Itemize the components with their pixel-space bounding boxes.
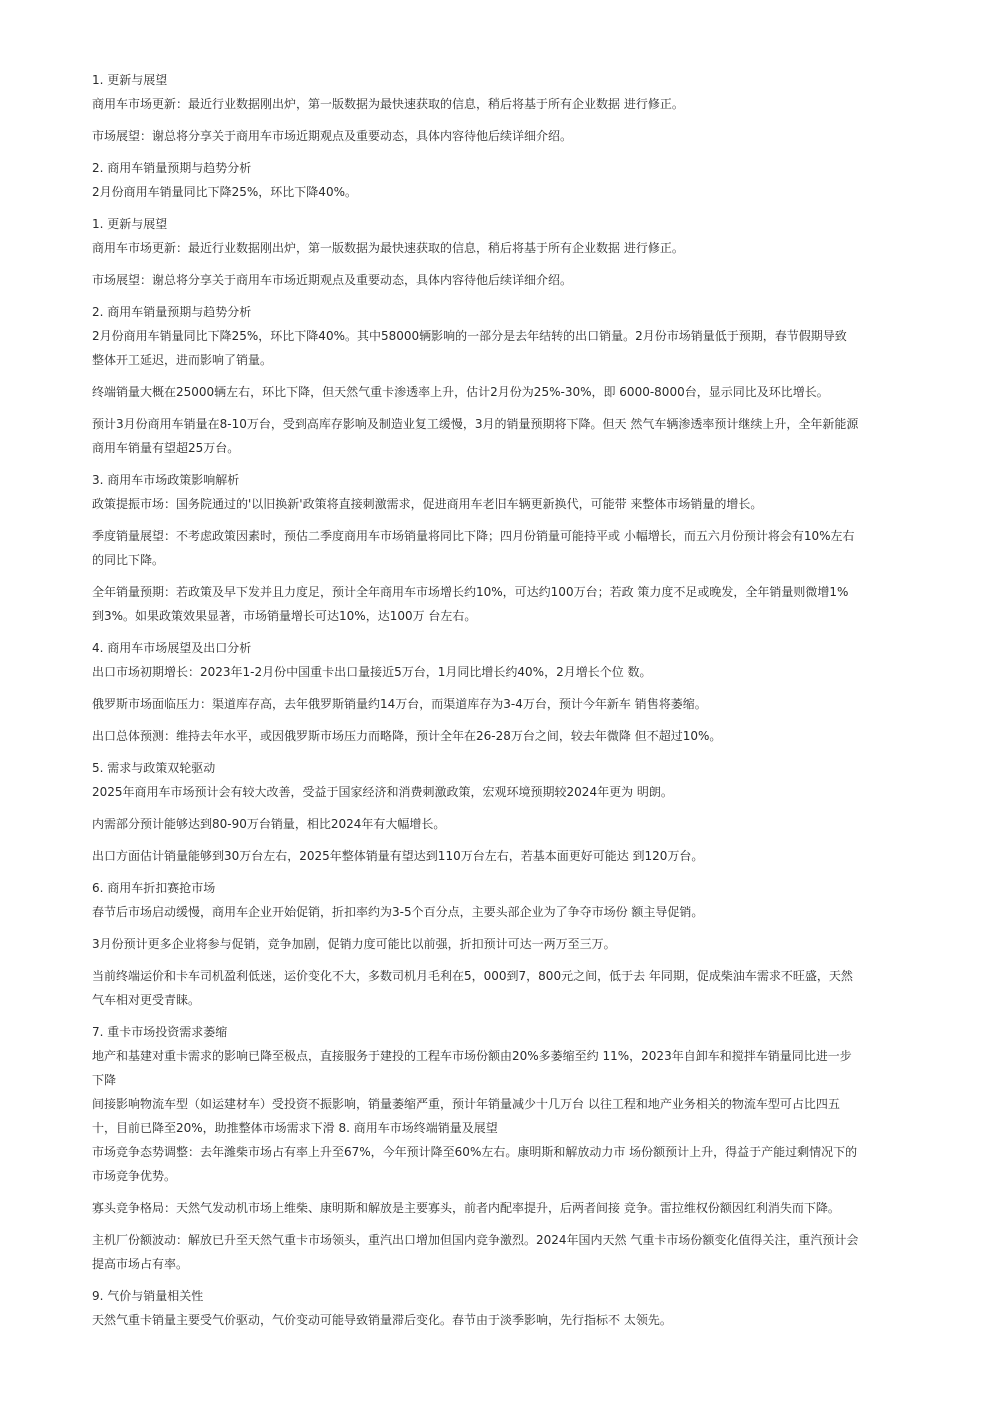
section-heading: 7. 重卡市场投资需求萎缩 bbox=[92, 1025, 228, 1039]
paragraph: 春节后市场启动缓慢，商用车企业开始促销，折扣率约为3-5个百分点，主要头部企业为了争夺市场份 额主导促销。 bbox=[92, 905, 704, 919]
paragraph: 出口市场初期增长：2023年1-2月份中国重卡出口量接近5万台，1月同比增长约40%，2月增长个位 数。 bbox=[92, 665, 652, 679]
paragraph: 寡头竞争格局：天然气发动机市场上维柴、康明斯和解放是主要寡头，前者内配率提升，后两者间接 竞争。雷拉维权份额因红利消失而下降。 bbox=[92, 1201, 840, 1215]
paragraph: 2月份商用车销量同比下降25%，环比下降40%。 bbox=[92, 185, 357, 199]
paragraph: 间接影响物流车型（如运建材车）受投资不振影响，销量萎缩严重，预计年销量减少十几万台 以往工程和地产业务相关的物流车型可占比四五 十，目前已降至20%，助推整体市场需求下滑 8. 商用车市场终端销量及展望 bbox=[92, 1097, 840, 1135]
paragraph: 当前终端运价和卡车司机盈利低迷，运价变化不大，多数司机月毛利在5，000到7，800元之间，低于去 年同期，促成柴油车需求不旺盛，天然 气车相对更受青睐。 bbox=[92, 969, 853, 1007]
paragraph: 出口方面估计销量能够到30万台左右，2025年整体销量有望达到110万台左右，若基本面更好可能达 到120万台。 bbox=[92, 849, 704, 863]
paragraph: 商用车市场更新：最近行业数据刚出炉，第一版数据为最快速获取的信息，稍后将基于所有企业数据 进行修正。 bbox=[92, 241, 684, 255]
section-heading: 2. 商用车销量预期与趋势分析 bbox=[92, 161, 252, 175]
section-heading: 4. 商用车市场展望及出口分析 bbox=[92, 641, 252, 655]
paragraph: 内需部分预计能够达到80-90万台销量，相比2024年有大幅增长。 bbox=[92, 817, 446, 831]
paragraph: 市场竞争态势调整：去年潍柴市场占有率上升至67%，今年预计降至60%左右。康明斯和解放动力市 场份额预计上升，得益于产能过剩情况下的 市场竞争优势。 bbox=[92, 1145, 858, 1183]
section-heading: 1. 更新与展望 bbox=[92, 73, 168, 87]
paragraph: 2025年商用车市场预计会有较大改善，受益于国家经济和消费刺激政策，宏观环境预期较2024年更为 明朗。 bbox=[92, 785, 673, 799]
paragraph: 2月份商用车销量同比下降25%，环比下降40%。其中58000辆影响的一部分是去年结转的出口销量。2月份市场销量低于预期，春节假期导致 整体开工延迟，进而影响了销量。 bbox=[92, 329, 847, 367]
paragraph: 商用车市场更新：最近行业数据刚出炉，第一版数据为最快速获取的信息，稍后将基于所有企业数据 进行修正。 bbox=[92, 97, 684, 111]
paragraph: 季度销量展望：不考虑政策因素时，预估二季度商用车市场销量将同比下降；四月份销量可能持平或 小幅增长，而五六月份预计将会有10%左右 的同比下降。 bbox=[92, 529, 855, 567]
paragraph: 市场展望：谢总将分享关于商用车市场近期观点及重要动态，具体内容待他后续详细介绍。 bbox=[92, 273, 573, 287]
paragraph: 政策提振市场：国务院通过的'以旧换新'政策将直接刺激需求，促进商用车老旧车辆更新换代，可能带 来整体市场销量的增长。 bbox=[92, 497, 763, 511]
section-heading: 2. 商用车销量预期与趋势分析 bbox=[92, 305, 252, 319]
section-heading: 5. 需求与政策双轮驱动 bbox=[92, 761, 216, 775]
paragraph: 天然气重卡销量主要受气价驱动，气价变动可能导致销量滞后变化。春节由于淡季影响，先行指标不 太领先。 bbox=[92, 1313, 672, 1327]
paragraph: 终端销量大概在25000辆左右，环比下降，但天然气重卡渗透率上升，估计2月份为25%-30%，即 6000-8000台，显示同比及环比增长。 bbox=[92, 385, 829, 399]
paragraph: 预计3月份商用车销量在8-10万台，受到高库存影响及制造业复工缓慢，3月的销量预期将下降。但天 然气车辆渗透率预计继续上升，全年新能源 商用车销量有望超25万台。 bbox=[92, 417, 859, 455]
paragraph: 3月份预计更多企业将参与促销，竞争加剧，促销力度可能比以前强，折扣预计可达一两万至三万。 bbox=[92, 937, 616, 951]
section-heading: 1. 更新与展望 bbox=[92, 217, 168, 231]
paragraph: 俄罗斯市场面临压力：渠道库存高，去年俄罗斯销量约14万台，而渠道库存为3-4万台，预计今年新车 销售将萎缩。 bbox=[92, 697, 707, 711]
paragraph: 地产和基建对重卡需求的影响已降至极点，直接服务于建投的工程车市场份额由20%多萎缩至约 11%，2023年自卸车和搅拌车销量同比进一步 下降 bbox=[92, 1049, 852, 1087]
section-heading: 3. 商用车市场政策影响解析 bbox=[92, 473, 240, 487]
section-heading: 6. 商用车折扣赛抢市场 bbox=[92, 881, 216, 895]
section-heading: 9. 气价与销量相关性 bbox=[92, 1289, 204, 1303]
paragraph: 市场展望：谢总将分享关于商用车市场近期观点及重要动态，具体内容待他后续详细介绍。 bbox=[92, 129, 573, 143]
paragraph: 出口总体预测：维持去年水平，或因俄罗斯市场压力而略降，预计全年在26-28万台之间，较去年微降 但不超过10%。 bbox=[92, 729, 722, 743]
paragraph: 全年销量预期：若政策及早下发并且力度足，预计全年商用车市场增长约10%，可达约100万台；若政 策力度不足或晚发，全年销量则微增1% 到3%。如果政策效果显著，市场销量增长可达10%，达100万 台左右。 bbox=[92, 585, 849, 623]
paragraph: 主机厂份额波动：解放已升至天然气重卡市场领头，重汽出口增加但国内竞争激烈。2024年国内天然 气重卡市场份额变化值得关注，重汽预计会 提高市场占有率。 bbox=[92, 1233, 859, 1271]
